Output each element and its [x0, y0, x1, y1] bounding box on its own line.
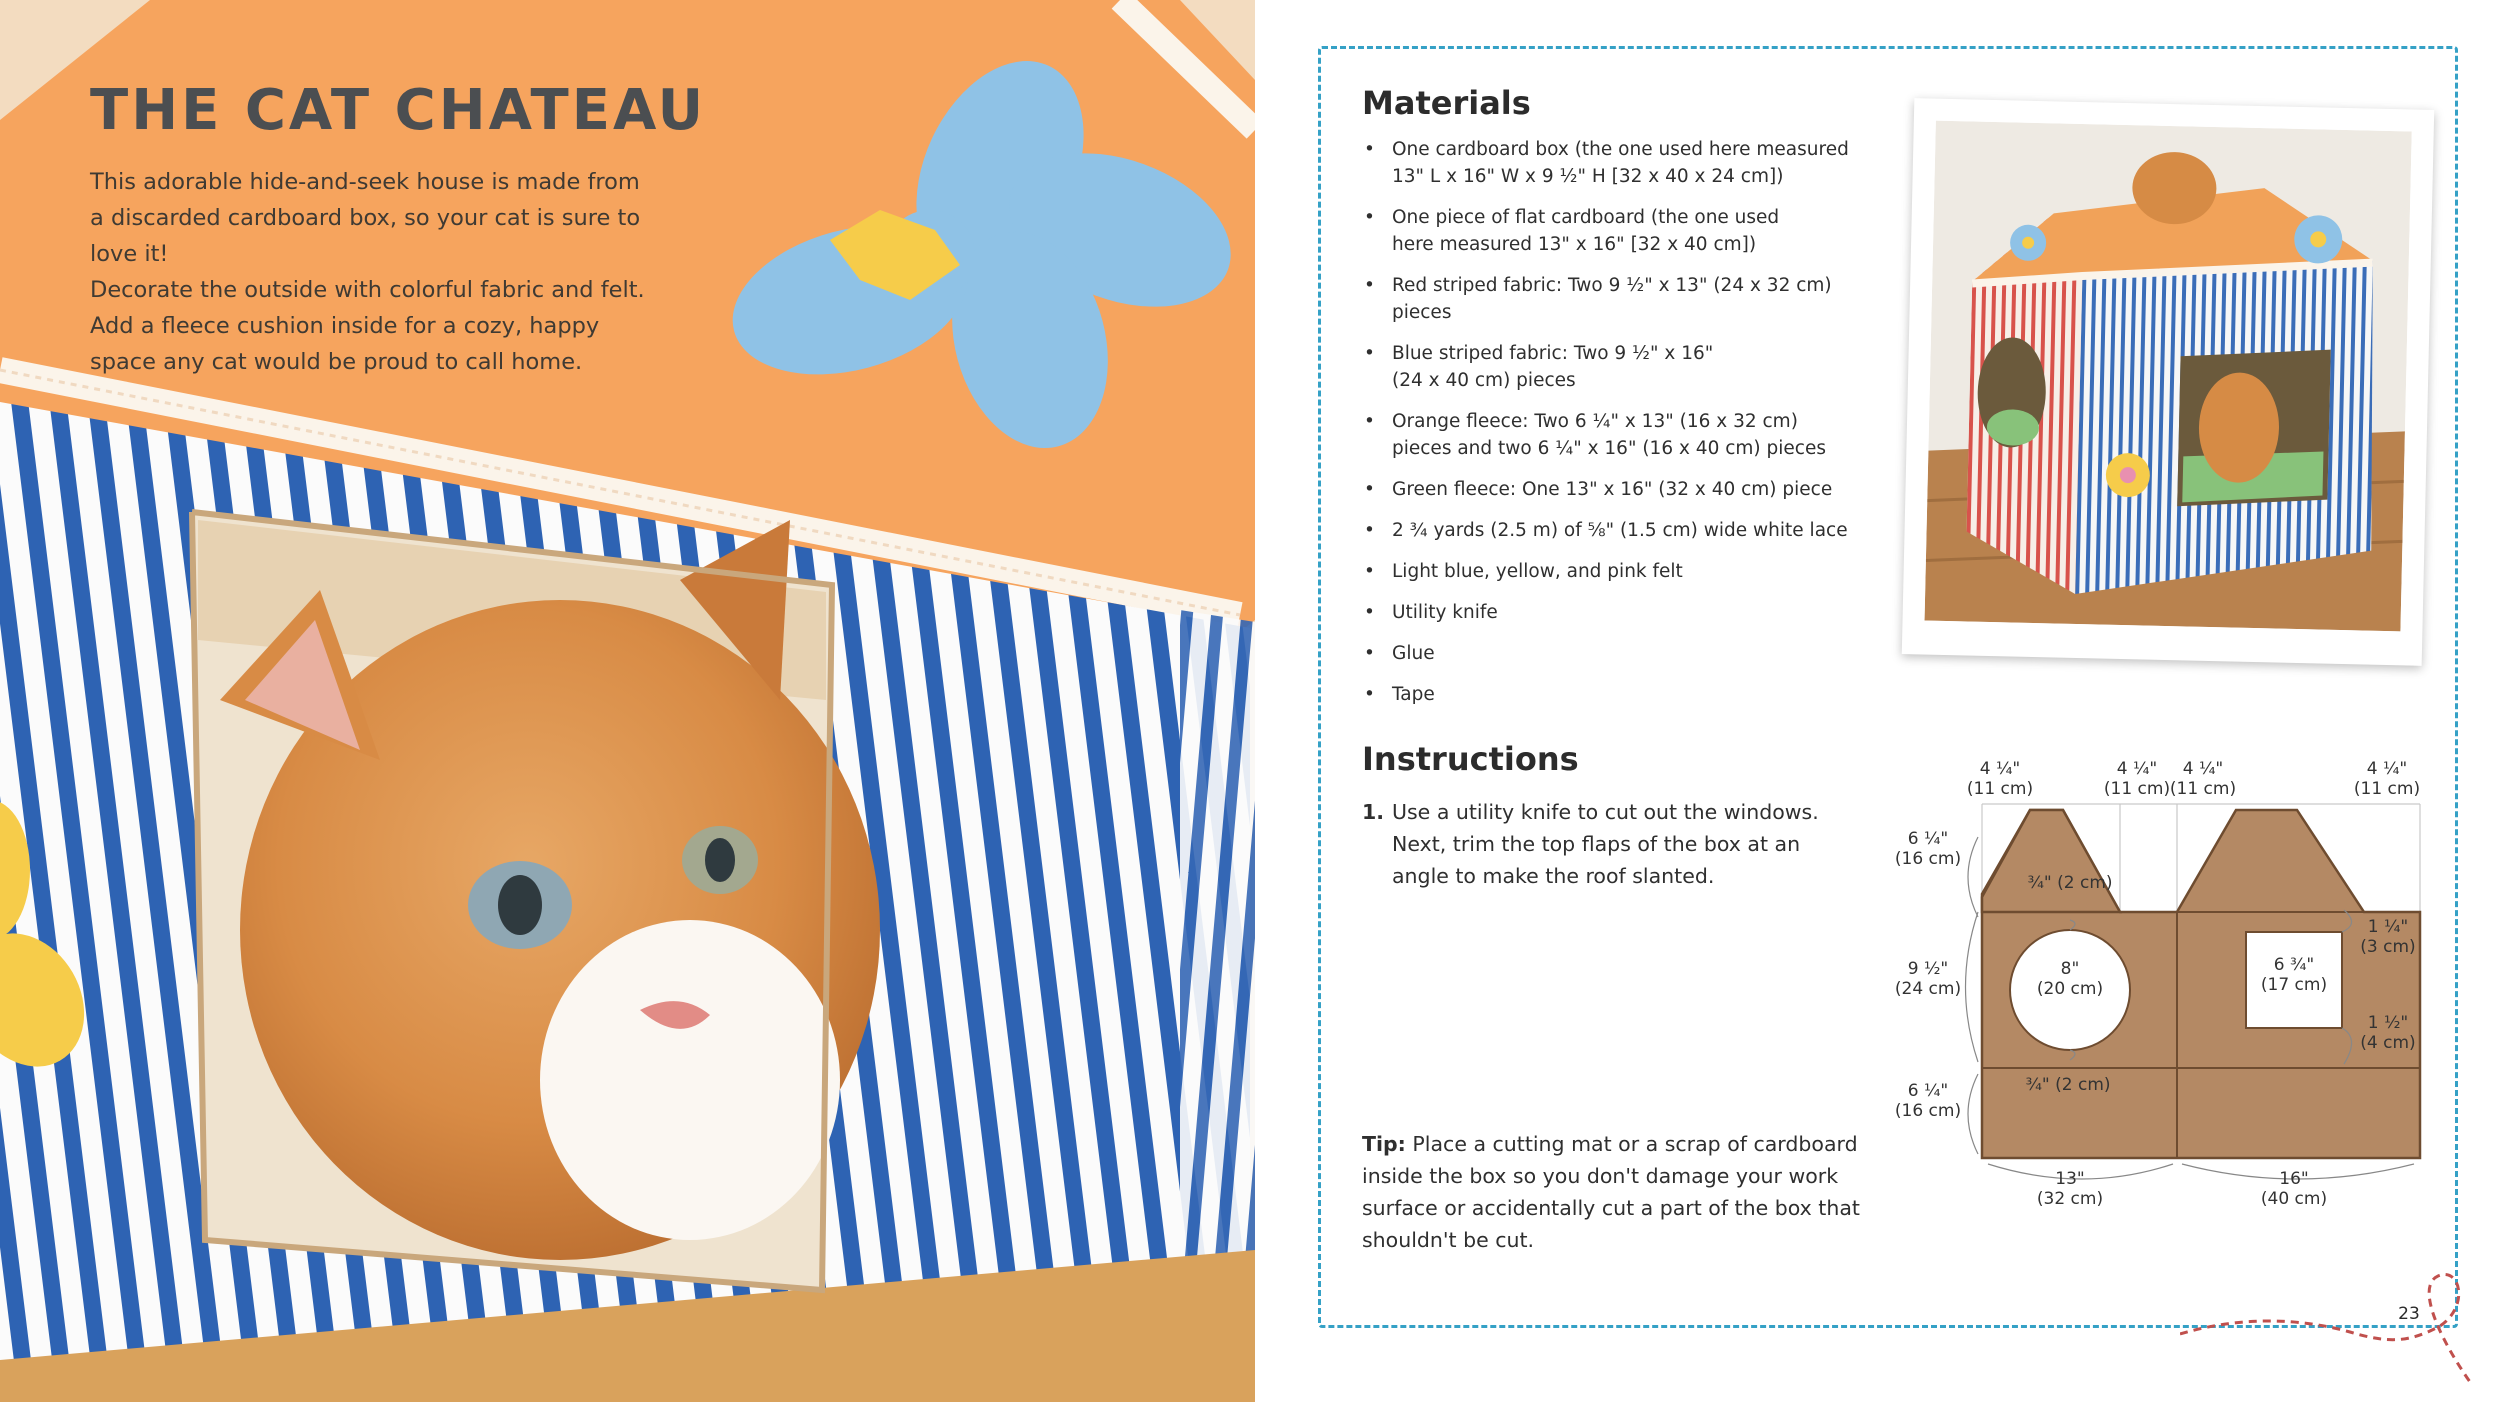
- intro-line: space any cat would be proud to call home.: [90, 349, 583, 375]
- dim-square-size-b: (17 cm): [2260, 975, 2328, 995]
- material-line: Blue striped fabric: Two 9 ½" x 16": [1392, 343, 1714, 364]
- dim-top-2a: 4 ¼": [2116, 759, 2158, 779]
- material-line: Green fleece: One 13" x 16" (32 x 40 cm) piece: [1392, 479, 1833, 500]
- dim-top-1b: (11 cm): [1966, 779, 2034, 799]
- material-item: [1362, 476, 1892, 503]
- dim-top-3b: (11 cm): [2169, 779, 2237, 799]
- instruction-step-1: [1362, 796, 1822, 892]
- instructions-heading: Instructions: [1362, 740, 1579, 778]
- material-item: [1362, 599, 1892, 626]
- dim-square-bottom-gap-b: (4 cm): [2360, 1033, 2416, 1053]
- tip-line: shouldn't be cut.: [1362, 1228, 1535, 1252]
- material-item: [1362, 136, 1892, 190]
- dim-left-2b: (24 cm): [1894, 979, 1962, 999]
- cutting-diagram: [1880, 752, 2440, 1222]
- intro-paragraph: [90, 164, 690, 380]
- dim-bottom-1a: 13": [2055, 1169, 2085, 1189]
- material-line: Utility knife: [1392, 602, 1498, 623]
- finished-house-photo: [1902, 98, 2434, 666]
- material-line: One piece of flat cardboard (the one used: [1392, 207, 1780, 228]
- dim-circle-top-gap: ¾" (2 cm): [2027, 873, 2113, 893]
- step-number: 1.: [1362, 800, 1385, 824]
- step-line: angle to make the roof slanted.: [1392, 864, 1715, 888]
- intro-line: a discarded cardboard box, so your cat is sure to love it!: [90, 205, 641, 267]
- material-item: [1362, 272, 1892, 326]
- step-line: Use a utility knife to cut out the windows.: [1392, 800, 1819, 824]
- material-line: (24 x 40 cm) pieces: [1392, 370, 1576, 391]
- material-item: [1362, 558, 1892, 585]
- dim-circle-diameter-a: 8": [2060, 959, 2080, 979]
- material-line: 13" L x 16" W x 9 ½" H [32 x 40 x 24 cm]): [1392, 166, 1784, 187]
- dim-top-2b: (11 cm): [2103, 779, 2171, 799]
- tip-line: Place a cutting mat or a scrap of cardboard: [1412, 1132, 1858, 1156]
- step-text: [1392, 796, 1822, 892]
- materials-heading: Materials: [1362, 84, 1531, 122]
- dim-square-top-gap-a: 1 ¼": [2367, 917, 2409, 937]
- material-line: here measured 13" x 16" [32 x 40 cm]): [1392, 234, 1757, 255]
- finished-house-illustration: [1925, 121, 2412, 632]
- dim-circle-bottom-gap: ¾" (2 cm): [2025, 1075, 2111, 1095]
- dim-bottom-1b: (32 cm): [2036, 1189, 2104, 1209]
- dim-square-size-a: 6 ¾": [2273, 955, 2315, 975]
- material-line: 2 ¾ yards (2.5 m) of ⅝" (1.5 cm) wide white lace: [1392, 520, 1848, 541]
- material-item: [1362, 517, 1892, 544]
- intro-line: Decorate the outside with colorful fabric and felt.: [90, 277, 645, 303]
- material-line: Glue: [1392, 643, 1435, 664]
- tip-line: surface or accidentally cut a part of the box that: [1362, 1196, 1860, 1220]
- dim-left-3b: (16 cm): [1894, 1101, 1962, 1121]
- tip-line: inside the box so you don't damage your work: [1362, 1164, 1839, 1188]
- dim-circle-diameter-b: (20 cm): [2036, 979, 2104, 999]
- intro-line: This adorable hide-and-seek house is made from: [90, 169, 640, 195]
- step-line: Next, trim the top flaps of the box at an: [1392, 832, 1801, 856]
- material-item: [1362, 204, 1892, 258]
- tip-label: Tip:: [1362, 1132, 1406, 1156]
- dim-bottom-2b: (40 cm): [2260, 1189, 2328, 1209]
- materials-list: [1362, 136, 1892, 722]
- material-line: Red striped fabric: Two 9 ½" x 13" (24 x 32 cm) pieces: [1392, 275, 1832, 323]
- stitch-thread-decoration: [2180, 1246, 2480, 1386]
- intro-line: Add a fleece cushion inside for a cozy, happy: [90, 313, 600, 339]
- dim-top-4b: (11 cm): [2353, 779, 2421, 799]
- material-item: [1362, 681, 1892, 708]
- dim-top-3a: 4 ¼": [2182, 759, 2224, 779]
- dim-top-4a: 4 ¼": [2366, 759, 2408, 779]
- material-item: [1362, 640, 1892, 667]
- dim-square-bottom-gap-a: 1 ½": [2367, 1013, 2409, 1033]
- material-item: [1362, 408, 1892, 462]
- material-line: One cardboard box (the one used here measured: [1392, 139, 1849, 160]
- tip-note: [1362, 1128, 1882, 1256]
- dim-square-top-gap-b: (3 cm): [2360, 937, 2416, 957]
- material-line: pieces and two 6 ¼" x 16" (16 x 40 cm) pieces: [1392, 438, 1826, 459]
- material-line: Orange fleece: Two 6 ¼" x 13" (16 x 32 cm): [1392, 411, 1798, 432]
- page-title: THE CAT CHATEAU: [90, 78, 707, 143]
- material-line: Tape: [1392, 684, 1435, 705]
- dim-left-3a: 6 ¼": [1907, 1081, 1949, 1101]
- dim-left-1a: 6 ¼": [1907, 829, 1949, 849]
- dim-left-1b: (16 cm): [1894, 849, 1962, 869]
- page-number: 23: [2398, 1304, 2420, 1324]
- dim-bottom-2a: 16": [2279, 1169, 2309, 1189]
- material-item: [1362, 340, 1892, 394]
- dim-left-2a: 9 ½": [1907, 959, 1949, 979]
- dim-top-1a: 4 ¼": [1979, 759, 2021, 779]
- material-line: Light blue, yellow, and pink felt: [1392, 561, 1683, 582]
